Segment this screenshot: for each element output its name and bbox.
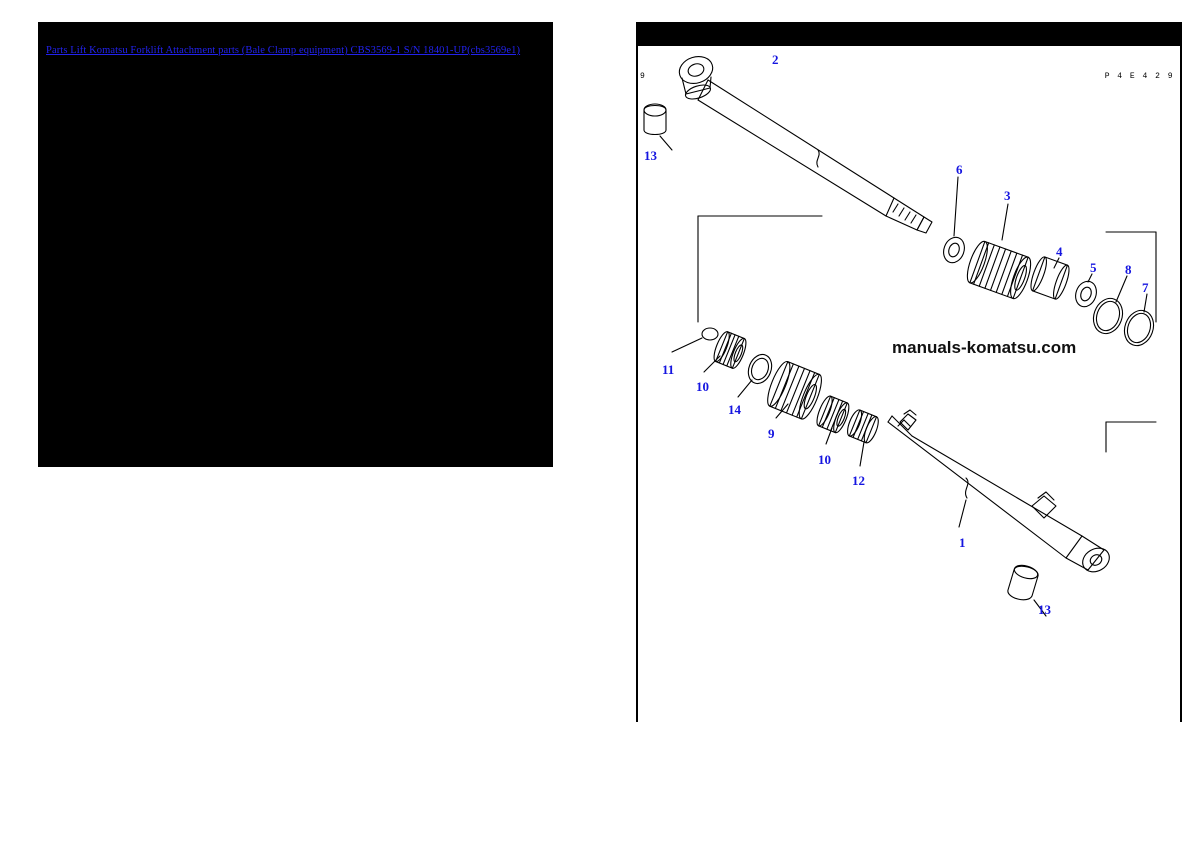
callout-number: 7 xyxy=(1142,280,1149,295)
callout-number: 3 xyxy=(1004,188,1011,203)
cylinder-exploded-drawing xyxy=(636,22,1182,722)
page-corner-label: 9 xyxy=(640,72,645,81)
callout-number: 14 xyxy=(728,402,741,417)
breadcrumb-link[interactable]: Parts Lift Komatsu Forklift Attachment parts (Bale Clamp equipment) CBS3569-1 S/N 18401-UP(cbs3569e1) xyxy=(46,45,521,56)
callout-number: 2 xyxy=(772,52,779,67)
callout-number: 10 xyxy=(818,452,831,467)
callout-number: 11 xyxy=(662,362,675,377)
site-watermark: manuals-komatsu.com xyxy=(892,338,1077,357)
callout-number: 1 xyxy=(959,535,966,550)
black-image-panel xyxy=(38,22,553,467)
callout-number: 9 xyxy=(768,426,775,441)
callout-number: 12 xyxy=(852,473,865,488)
callout-number: 4 xyxy=(1056,244,1063,259)
callout-number: 13 xyxy=(1038,602,1051,617)
parts-diagram-panel xyxy=(636,22,1182,722)
callout-number: 8 xyxy=(1125,262,1132,277)
callout-number: 5 xyxy=(1090,260,1097,275)
callout-number: 10 xyxy=(696,379,709,394)
page-code-label: P 4 E 4 2 9 xyxy=(1104,72,1174,81)
callout-number: 6 xyxy=(956,162,963,177)
callout-number: 13 xyxy=(644,148,657,163)
